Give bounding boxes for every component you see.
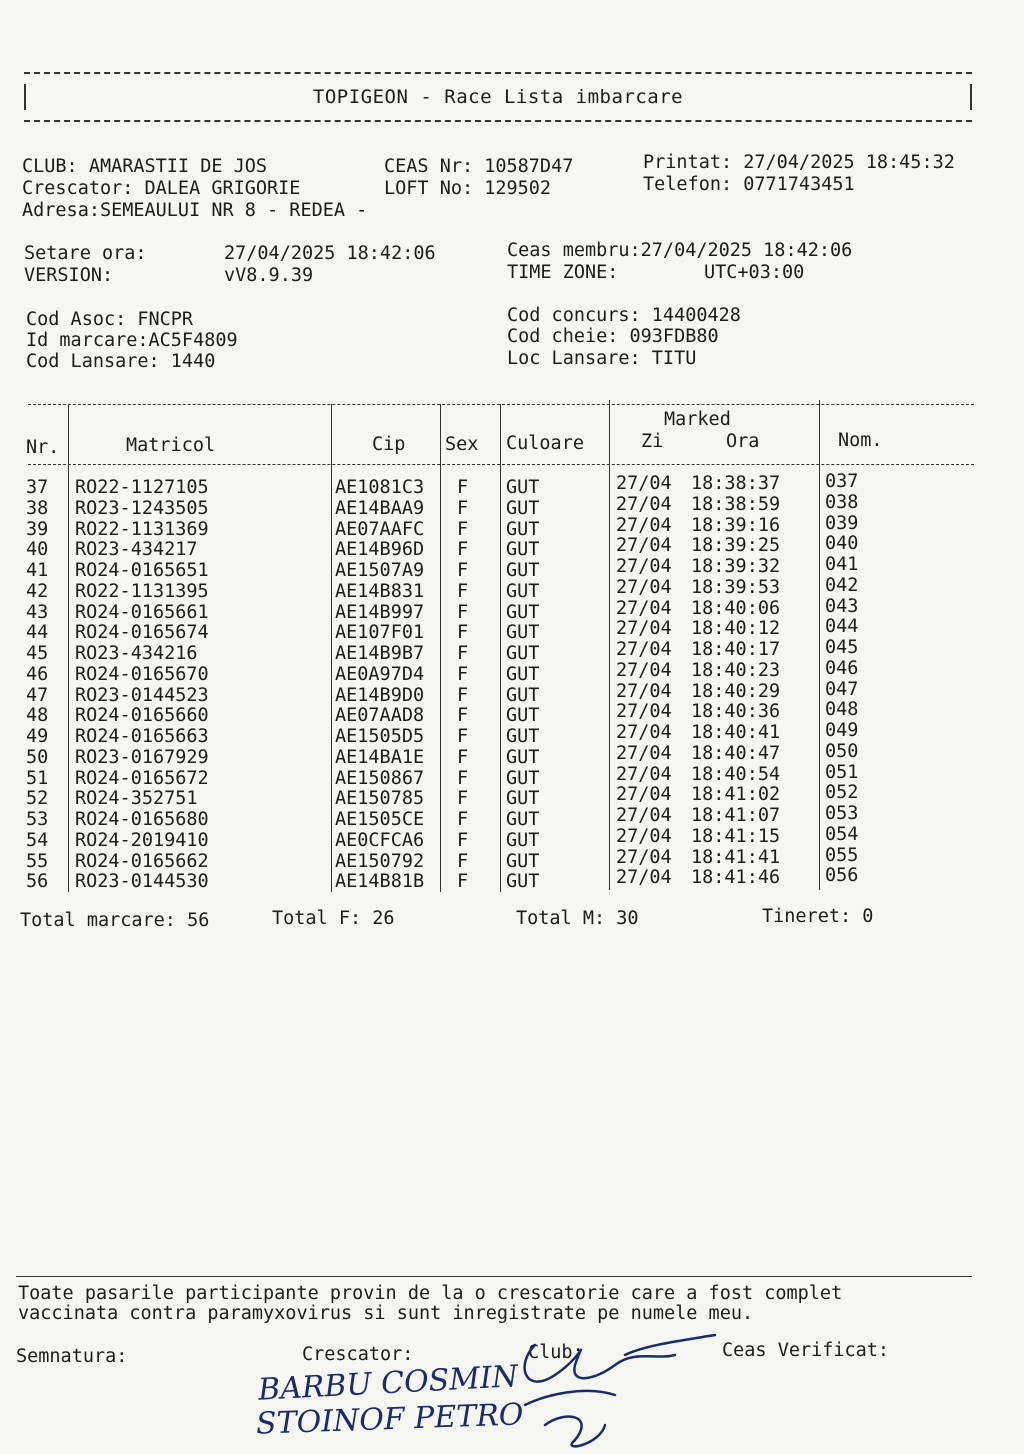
matricol-cell: RO24-0165674 [75,622,209,644]
ora-cell: 18:39:25 [691,535,781,557]
nr-cell: 38 [26,497,49,519]
sex-cell: F [457,829,469,851]
zi-cell: 27/04 [616,597,672,619]
club-name: CLUB: AMARASTII DE JOS [22,156,268,177]
culoare-cell: GUT [506,497,540,519]
telefon: Telefon: 0771743451 [643,174,855,195]
ora-cell: 18:38:37 [691,473,781,494]
culoare-cell: GUT [506,684,540,706]
nom-cell: 038 [825,491,859,513]
matricol-cell: RO22-1131369 [75,518,209,540]
cip-cell: AE1507A9 [335,560,425,581]
culoare-cell: GUT [506,788,540,810]
culoare-cell: GUT [506,829,540,851]
sex-cell: F [457,643,469,664]
culoare-cell: GUT [506,580,540,602]
ora-cell: 18:41:02 [691,784,781,806]
setare-ora-label: Setare ora: [24,243,147,264]
sex-cell: F [457,788,469,810]
ora-cell: 18:41:07 [691,805,781,826]
nr-cell: 43 [26,601,49,623]
zi-cell: 27/04 [616,722,672,743]
ceas-membru: Ceas membru:27/04/2025 18:42:06 [507,240,853,261]
ora-cell: 18:40:06 [691,597,781,619]
matricol-cell: RO24-0165670 [75,663,209,685]
cip-cell: AE0A97D4 [335,663,425,685]
total-marcare: Total marcare: 56 [20,910,210,931]
table-row [0,823,1024,851]
sex-cell: F [457,726,469,747]
table-row [0,533,1024,561]
zi-cell: 27/04 [616,763,672,785]
tineret: Tineret: 0 [762,906,874,927]
nom-cell: 047 [825,678,859,700]
cip-cell: AE14B9D0 [335,684,425,706]
cod-concurs: Cod concurs: 14400428 [507,305,741,326]
table-row [0,782,1024,810]
nom-cell: 048 [825,699,859,721]
table-row [0,720,1024,747]
matricol-cell: RO23-1243505 [75,497,209,519]
header-nr: Nr. [26,437,60,458]
nom-cell: 039 [825,512,859,534]
loc-lansare: Loc Lansare: TITU [507,348,697,369]
total-m: Total M: 30 [516,908,639,929]
zi-cell: 27/04 [616,846,672,868]
matricol-cell: RO23-434216 [75,643,198,664]
sex-cell: F [457,497,469,519]
nom-cell: 051 [825,761,859,783]
loft-number: LOFT No: 129502 [384,178,552,199]
sex-cell: F [457,663,469,685]
sex-cell: F [457,539,469,561]
cip-cell: AE14B997 [335,601,425,623]
header-zi: Zi [641,431,664,452]
cip-cell: AE14BAA9 [335,497,425,519]
culoare-cell: GUT [506,601,540,623]
cip-cell: AE150792 [335,850,425,872]
nom-cell: 054 [825,823,859,845]
table-row [0,699,1024,727]
table-row [0,637,1024,664]
cip-cell: AE107F01 [335,622,425,644]
header-nom: Nom. [838,430,883,451]
culoare-cell: GUT [506,705,540,727]
zi-cell: 27/04 [616,556,672,577]
ora-cell: 18:40:41 [691,722,781,743]
nr-cell: 39 [26,518,49,540]
matricol-cell: RO23-0144530 [75,871,209,893]
matricol-cell: RO22-1131395 [75,580,209,602]
nr-cell: 37 [26,477,49,498]
table-row [0,761,1024,789]
culoare-cell: GUT [506,726,540,747]
zi-cell: 27/04 [616,784,672,806]
ora-cell: 18:39:16 [691,514,781,536]
nr-cell: 51 [26,767,49,789]
ora-cell: 18:38:59 [691,493,781,515]
club-signature-scribble [505,1325,735,1454]
total-f: Total F: 26 [272,908,395,929]
cip-cell: AE14B9B7 [335,643,425,664]
header-marked: Marked [664,409,731,430]
table-row [0,740,1024,768]
header-culoare: Culoare [506,433,584,454]
ora-cell: 18:40:54 [691,763,781,785]
id-marcare: Id marcare:AC5F4809 [26,330,238,351]
sex-cell: F [457,746,469,768]
cod-lansare: Cod Lansare: 1440 [26,351,216,372]
ora-cell: 18:41:46 [691,867,781,889]
cip-cell: AE14BA1E [335,746,425,768]
matricol-cell: RO23-0144523 [75,684,209,706]
ora-cell: 18:40:36 [691,701,781,723]
matricol-cell: RO24-352751 [75,788,198,810]
cod-asoc: Cod Asoc: FNCPR [26,309,194,330]
declaration-line-1: Toate pasarile participante provin de la o crescatorie care a fost complet [18,1283,843,1304]
matricol-cell: RO22-1127105 [75,477,209,498]
matricol-cell: RO24-0165660 [75,705,209,727]
zi-cell: 27/04 [616,576,672,598]
title-box [24,72,972,122]
cip-cell: AE1505D5 [335,726,425,747]
cip-cell: AE1081C3 [335,477,425,498]
printat-timestamp: Printat: 27/04/2025 18:45:32 [643,152,955,173]
handwritten-name-2: STOINOF PETRO [255,1397,525,1442]
nr-cell: 45 [26,643,49,664]
table-header-rule [28,464,974,465]
cod-cheie: Cod cheie: 093FDB80 [507,326,719,347]
title-brand: TOPIGEON [312,86,409,108]
header-sex: Sex [445,434,479,455]
culoare-cell: GUT [506,518,540,540]
cip-cell: AE14B81B [335,871,425,893]
culoare-cell: GUT [506,477,540,498]
nr-cell: 49 [26,726,49,747]
cip-cell: AE14B96D [335,539,425,561]
zi-cell: 27/04 [616,701,672,723]
sex-cell: F [457,560,469,581]
table-row [0,865,1024,893]
cip-cell: AE0CFCA6 [335,829,425,851]
zi-cell: 27/04 [616,867,672,889]
adresa: Adresa:SEMEAULUI NR 8 - REDEA - [22,200,368,221]
sex-cell: F [457,705,469,727]
ceas-number: CEAS Nr: 10587D47 [384,156,574,177]
setare-ora-value: 27/04/2025 18:42:06 [224,243,436,264]
ora-cell: 18:40:12 [691,618,781,640]
ora-cell: 18:40:23 [691,659,781,681]
cip-cell: AE07AAD8 [335,705,425,727]
culoare-cell: GUT [506,663,540,685]
declaration-line-2: vaccinata contra paramyxovirus si sunt inregistrate pe numele meu. [18,1303,754,1324]
version-label: VERSION: [24,265,114,286]
zi-cell: 27/04 [616,659,672,681]
nr-cell: 46 [26,663,49,685]
nr-cell: 56 [26,871,49,893]
sex-cell: F [457,622,469,644]
timezone-value: UTC+03:00 [704,262,805,283]
nom-cell: 042 [825,574,859,596]
table-row [0,471,1024,498]
crescator-label: Crescator: [302,1344,414,1365]
nom-cell: 050 [825,740,859,762]
ora-cell: 18:40:17 [691,639,781,660]
zi-cell: 27/04 [616,535,672,557]
nom-cell: 040 [825,533,859,555]
table-top-rule [28,404,974,405]
document-title [24,86,972,108]
nr-cell: 50 [26,746,49,768]
table-row [0,678,1024,706]
sex-cell: F [457,871,469,893]
zi-cell: 27/04 [616,473,672,494]
nom-cell: 049 [825,720,859,741]
ora-cell: 18:40:47 [691,742,781,764]
timezone-label: TIME ZONE: [507,262,619,283]
nr-cell: 52 [26,788,49,810]
zi-cell: 27/04 [616,805,672,826]
culoare-cell: GUT [506,643,540,664]
nom-cell: 041 [825,554,859,575]
culoare-cell: GUT [506,746,540,768]
matricol-cell: RO24-2019410 [75,829,209,851]
sex-cell: F [457,518,469,540]
header-ora: Ora [726,431,760,452]
cip-cell: AE150785 [335,788,425,810]
table-row [0,616,1024,644]
table-row [0,803,1024,830]
matricol-cell: RO23-0167929 [75,746,209,768]
version-value: vV8.9.39 [224,265,314,286]
matricol-cell: RO24-0165662 [75,850,209,872]
table-row [0,844,1024,872]
club-label: Club: [528,1342,584,1363]
sex-cell: F [457,601,469,623]
nom-cell: 052 [825,782,859,804]
table-row [0,657,1024,685]
crescator-name: Crescator: DALEA GRIGORIE [22,178,301,199]
nr-cell: 40 [26,539,49,561]
zi-cell: 27/04 [616,680,672,702]
nom-cell: 044 [825,616,859,638]
cip-cell: AE14B831 [335,580,425,602]
culoare-cell: GUT [506,809,540,830]
table-row [0,512,1024,540]
culoare-cell: GUT [506,767,540,789]
sex-cell: F [457,477,469,498]
cip-cell: AE1505CE [335,809,425,830]
title-text: Race Lista imbarcare [444,86,684,108]
table-row [0,574,1024,602]
culoare-cell: GUT [506,622,540,644]
matricol-cell: RO23-434217 [75,539,198,561]
nom-cell: 043 [825,595,859,617]
matricol-cell: RO24-0165672 [75,767,209,789]
zi-cell: 27/04 [616,639,672,660]
nom-cell: 037 [825,471,859,492]
header-matricol: Matricol [126,435,216,456]
nom-cell: 055 [825,844,859,866]
nom-cell: 053 [825,803,859,824]
nr-cell: 53 [26,809,49,830]
table-row [0,595,1024,623]
cip-cell: AE07AAFC [335,518,425,540]
zi-cell: 27/04 [616,618,672,640]
nom-cell: 046 [825,657,859,679]
nom-cell: 056 [825,865,859,887]
sex-cell: F [457,767,469,789]
sex-cell: F [457,684,469,706]
sex-cell: F [457,809,469,830]
handwritten-name-1: BARBU COSMIN [257,1359,519,1408]
nr-cell: 54 [26,829,49,851]
nr-cell: 41 [26,560,49,581]
zi-cell: 27/04 [616,825,672,847]
ora-cell: 18:41:41 [691,846,781,868]
semnatura-label: Semnatura: [16,1346,128,1367]
table-row [0,554,1024,581]
title-separator: - [420,86,433,108]
nr-cell: 44 [26,622,49,644]
ora-cell: 18:39:53 [691,576,781,598]
zi-cell: 27/04 [616,493,672,515]
header-cip: Cip [372,434,406,455]
ora-cell: 18:41:15 [691,825,781,847]
ora-cell: 18:39:32 [691,556,781,577]
table-row [0,491,1024,519]
nom-cell: 045 [825,637,859,658]
zi-cell: 27/04 [616,742,672,764]
culoare-cell: GUT [506,560,540,581]
nr-cell: 42 [26,580,49,602]
matricol-cell: RO24-0165661 [75,601,209,623]
zi-cell: 27/04 [616,514,672,536]
ora-cell: 18:40:29 [691,680,781,702]
matricol-cell: RO24-0165663 [75,726,209,747]
matricol-cell: RO24-0165680 [75,809,209,830]
matricol-cell: RO24-0165651 [75,560,209,581]
nr-cell: 55 [26,850,49,872]
ceas-verificat-label: Ceas Verificat: [722,1340,890,1361]
sex-cell: F [457,850,469,872]
culoare-cell: GUT [506,850,540,872]
culoare-cell: GUT [506,539,540,561]
nr-cell: 48 [26,705,49,727]
footer-rule [16,1276,972,1277]
nr-cell: 47 [26,684,49,706]
culoare-cell: GUT [506,871,540,893]
cip-cell: AE150867 [335,767,425,789]
sex-cell: F [457,580,469,602]
